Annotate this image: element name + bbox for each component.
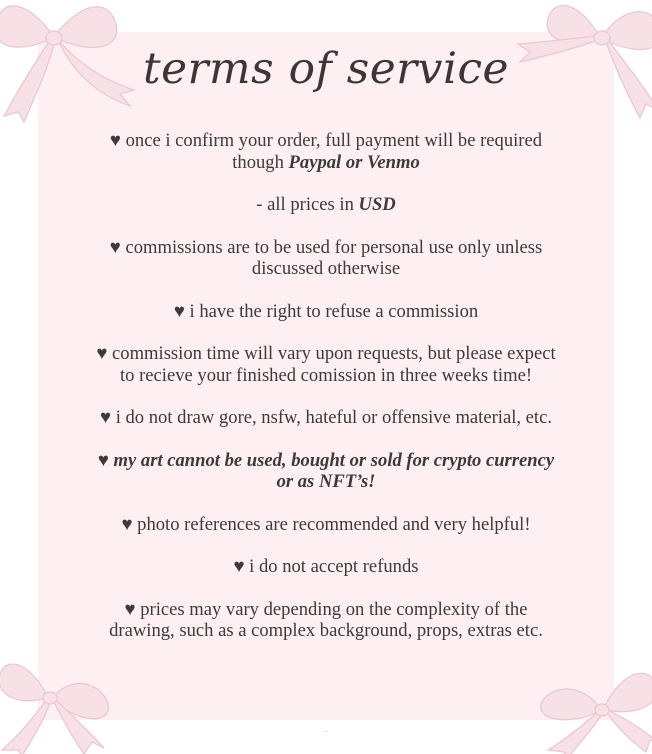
term-currency-text: - all prices in — [256, 194, 359, 215]
bow-bottom-right — [534, 654, 652, 754]
terms-list — [96, 130, 556, 642]
term-pricing: ♥ prices may vary depending on the complexity of the drawing, such as a complex background, props, extras etc. — [109, 598, 543, 641]
term-personal-use: ♥ commissions are to be used for personal use only unless discussed otherwise — [109, 236, 543, 279]
term-refunds: ♥ i do not accept refunds — [233, 556, 419, 577]
term-payment — [96, 130, 556, 173]
term-references: ♥ photo references are recommended and very helpful! — [121, 513, 531, 535]
footer-mark: — — [324, 728, 328, 733]
term-content: ♥ i do not draw gore, nsfw, hateful or offensive material, etc. — [100, 407, 552, 428]
term-payment-methods: Paypal or Venmo — [288, 151, 420, 173]
bow-bottom-left — [0, 644, 122, 754]
term-currency — [96, 194, 556, 216]
term-refuse: ♥ i have the right to refuse a commission — [173, 300, 479, 322]
page-title: terms of service — [142, 44, 510, 94]
term-currency-value: USD — [358, 194, 396, 215]
term-time: ♥ commission time will vary upon requests, but please expect to recieve your finished comission in three weeks time! — [96, 343, 556, 386]
term-crypto: ♥ my art cannot be used, bought or sold for crypto currency or as NFT’s! — [97, 449, 555, 492]
term-payment-text: ♥ once i confirm your order, full payment will be required though — [109, 130, 543, 173]
